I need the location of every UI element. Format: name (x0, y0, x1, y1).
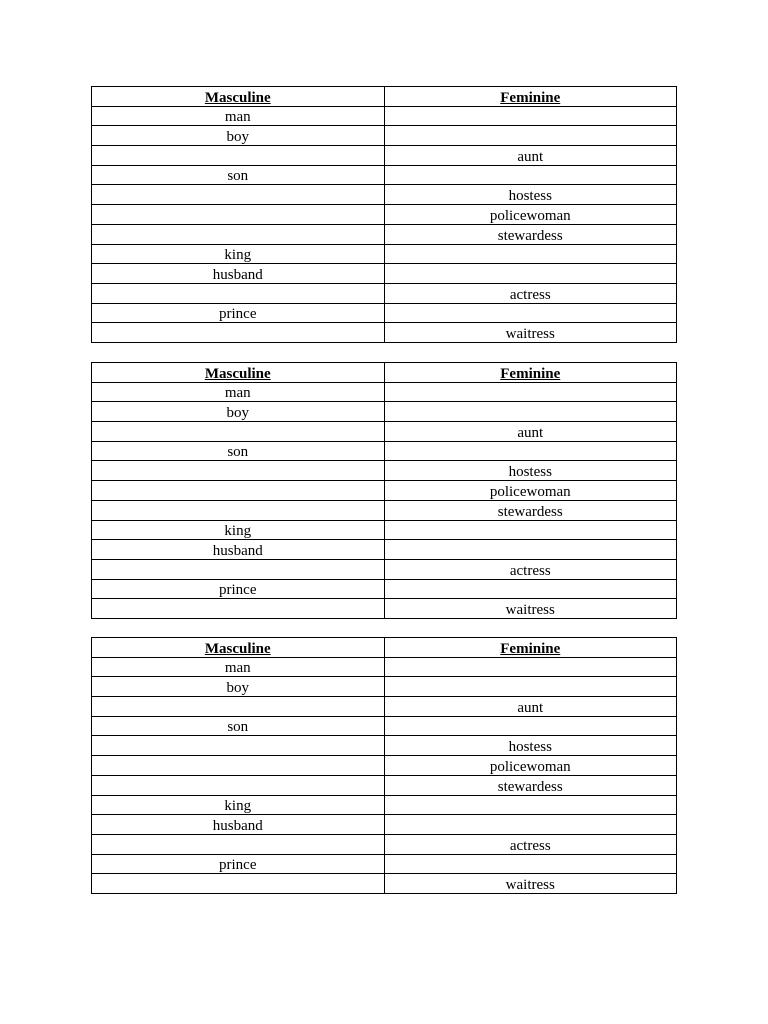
table-header-row (92, 87, 677, 107)
masculine-cell (92, 599, 385, 619)
table-row (92, 264, 677, 284)
table-row (92, 402, 677, 422)
table-row (92, 540, 677, 560)
table-row (92, 579, 677, 599)
table-row (92, 303, 677, 323)
masculine-cell: man (92, 382, 385, 402)
table-row (92, 422, 677, 442)
table-row (92, 441, 677, 461)
masculine-cell: king (92, 520, 385, 540)
masculine-cell: king (92, 244, 385, 264)
feminine-cell: policewoman (384, 481, 677, 501)
table-row (92, 520, 677, 540)
masculine-cell (92, 697, 385, 717)
feminine-cell (384, 303, 677, 323)
table-row (92, 874, 677, 894)
table-row (92, 697, 677, 717)
feminine-cell: hostess (384, 736, 677, 756)
masculine-cell (92, 422, 385, 442)
feminine-cell (384, 716, 677, 736)
masculine-cell: boy (92, 126, 385, 146)
masculine-header: Masculine (92, 87, 385, 107)
feminine-cell: aunt (384, 697, 677, 717)
table-row (92, 756, 677, 776)
masculine-cell: man (92, 657, 385, 677)
feminine-cell: actress (384, 283, 677, 303)
feminine-cell (384, 106, 677, 126)
table-row (92, 244, 677, 264)
table-row (92, 500, 677, 520)
masculine-cell (92, 224, 385, 244)
feminine-cell: stewardess (384, 775, 677, 795)
table-row (92, 559, 677, 579)
masculine-cell (92, 205, 385, 225)
feminine-cell: actress (384, 559, 677, 579)
table-row (92, 283, 677, 303)
masculine-cell: prince (92, 303, 385, 323)
masculine-cell (92, 736, 385, 756)
feminine-cell (384, 795, 677, 815)
feminine-cell (384, 382, 677, 402)
feminine-header: Feminine (384, 363, 677, 383)
table-row (92, 185, 677, 205)
table-row (92, 461, 677, 481)
feminine-cell: actress (384, 834, 677, 854)
table-row (92, 165, 677, 185)
table-row (92, 599, 677, 619)
masculine-cell: husband (92, 264, 385, 284)
masculine-cell (92, 323, 385, 343)
feminine-cell: hostess (384, 461, 677, 481)
table-row (92, 224, 677, 244)
masculine-header: Masculine (92, 638, 385, 658)
feminine-cell: aunt (384, 422, 677, 442)
gender-words-table-2 (91, 362, 677, 619)
table-row (92, 126, 677, 146)
table-row (92, 205, 677, 225)
feminine-cell: stewardess (384, 224, 677, 244)
gender-words-table-3 (91, 637, 677, 894)
table-row (92, 854, 677, 874)
table-row (92, 382, 677, 402)
feminine-cell (384, 244, 677, 264)
feminine-cell (384, 441, 677, 461)
table-row (92, 716, 677, 736)
feminine-cell (384, 579, 677, 599)
table-header-row (92, 363, 677, 383)
masculine-cell: son (92, 165, 385, 185)
feminine-cell (384, 854, 677, 874)
feminine-cell (384, 126, 677, 146)
table-row (92, 323, 677, 343)
table-header-row (92, 638, 677, 658)
feminine-cell: policewoman (384, 756, 677, 776)
gender-words-table-1 (91, 86, 677, 343)
feminine-cell: stewardess (384, 500, 677, 520)
masculine-cell: boy (92, 402, 385, 422)
feminine-cell (384, 657, 677, 677)
masculine-cell: husband (92, 815, 385, 835)
feminine-header: Feminine (384, 87, 677, 107)
feminine-cell (384, 402, 677, 422)
feminine-cell (384, 264, 677, 284)
masculine-cell: son (92, 716, 385, 736)
table-row (92, 106, 677, 126)
masculine-cell (92, 874, 385, 894)
feminine-cell (384, 540, 677, 560)
feminine-header: Feminine (384, 638, 677, 658)
masculine-cell: boy (92, 677, 385, 697)
feminine-cell (384, 677, 677, 697)
masculine-cell: prince (92, 854, 385, 874)
masculine-cell: son (92, 441, 385, 461)
masculine-cell: husband (92, 540, 385, 560)
masculine-cell (92, 185, 385, 205)
masculine-cell: man (92, 106, 385, 126)
feminine-cell: waitress (384, 874, 677, 894)
table-row (92, 657, 677, 677)
table-row (92, 677, 677, 697)
masculine-cell (92, 481, 385, 501)
table-row (92, 834, 677, 854)
masculine-cell (92, 500, 385, 520)
table-row (92, 775, 677, 795)
masculine-cell (92, 461, 385, 481)
feminine-cell (384, 165, 677, 185)
masculine-cell (92, 146, 385, 166)
feminine-cell: policewoman (384, 205, 677, 225)
table-row (92, 146, 677, 166)
feminine-cell (384, 520, 677, 540)
masculine-cell: king (92, 795, 385, 815)
masculine-cell (92, 559, 385, 579)
table-row (92, 736, 677, 756)
feminine-cell: hostess (384, 185, 677, 205)
masculine-cell (92, 834, 385, 854)
masculine-cell: prince (92, 579, 385, 599)
table-row (92, 815, 677, 835)
masculine-cell (92, 283, 385, 303)
masculine-cell (92, 756, 385, 776)
masculine-cell (92, 775, 385, 795)
table-row (92, 795, 677, 815)
feminine-cell: waitress (384, 599, 677, 619)
masculine-header: Masculine (92, 363, 385, 383)
feminine-cell: waitress (384, 323, 677, 343)
feminine-cell: aunt (384, 146, 677, 166)
feminine-cell (384, 815, 677, 835)
table-row (92, 481, 677, 501)
